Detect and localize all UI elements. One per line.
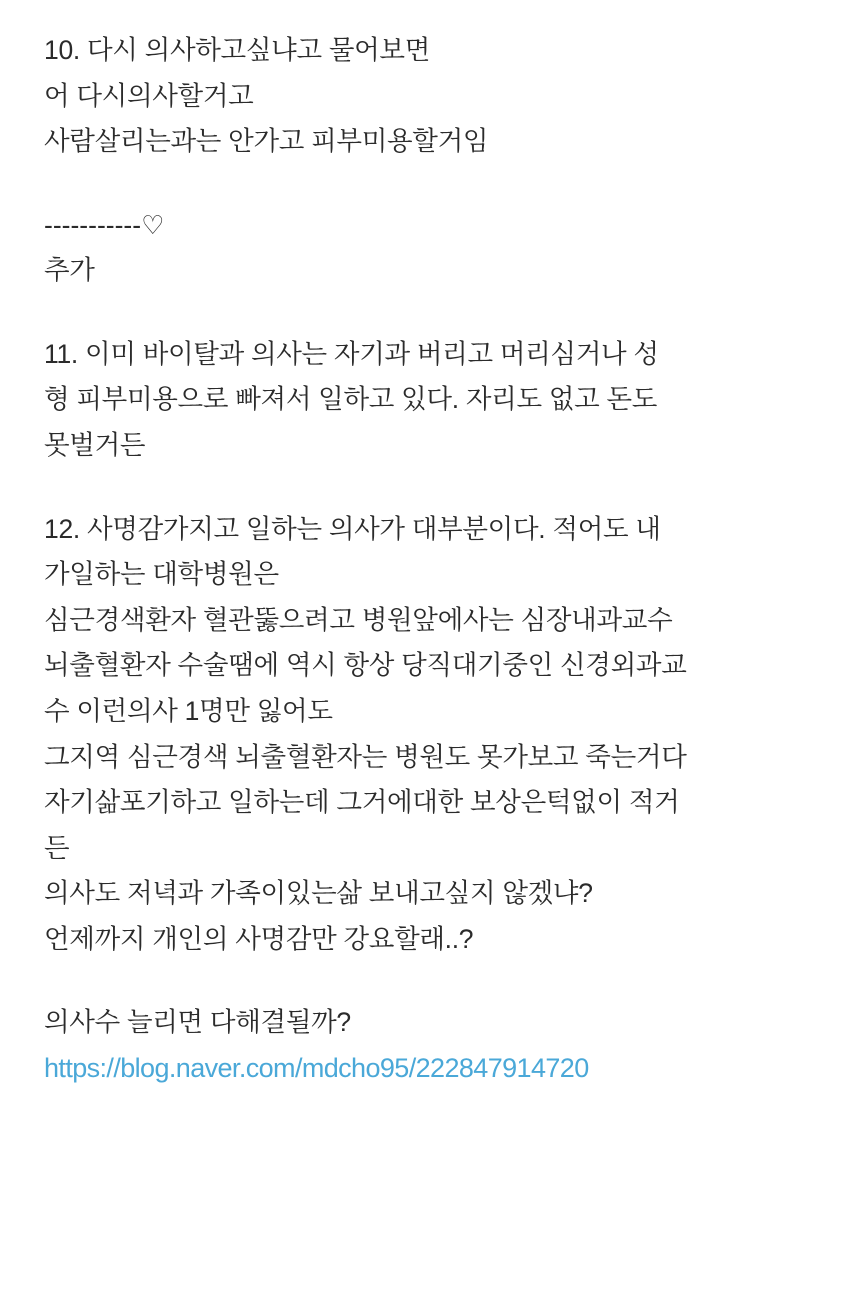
text-line: 의사도 저녁과 가족이있는삶 보내고싶지 않겠냐? xyxy=(44,878,593,909)
text-line: 그지역 심근경색 뇌출혈환자는 병원도 못가보고 죽는거다 xyxy=(44,741,687,772)
section-separator xyxy=(44,203,806,249)
post-body xyxy=(44,28,806,1092)
text-line: 12. 사명감가지고 일하는 의사가 대부분이다. 적어도 내 xyxy=(44,513,661,544)
text-line: 의사수 늘리면 다해결될까? xyxy=(44,1007,351,1038)
text-line: 어 다시의사할거고 xyxy=(44,80,254,111)
text-line: 못벌거든 xyxy=(44,430,146,461)
paragraph-item-12 xyxy=(44,507,806,963)
spacer xyxy=(44,962,806,1000)
text-line: 추가 xyxy=(44,255,95,286)
text-line: 사람살리는과는 안가고 피부미용할거임 xyxy=(44,126,489,157)
spacer xyxy=(44,294,806,332)
text-line: 언제까지 개인의 사명감만 강요할래..? xyxy=(44,923,474,954)
heart-icon: ♡ xyxy=(141,209,165,240)
paragraph-item-11 xyxy=(44,332,806,469)
text-line: 심근경색환자 혈관뚫으려고 병원앞에사는 심장내과교수 xyxy=(44,604,673,635)
blog-link[interactable]: https://blog.naver.com/mdcho95/222847914720 xyxy=(44,1052,589,1083)
paragraph-item-10 xyxy=(44,28,806,165)
paragraph-addendum-label xyxy=(44,248,806,294)
text-line: 수 이런의사 1명만 잃어도 xyxy=(44,695,333,726)
separator-dashes: ----------- xyxy=(44,209,142,240)
text-line: 10. 다시 의사하고싶냐고 물어보면 xyxy=(44,35,431,65)
text-line: 자기삶포기하고 일하는데 그거에대한 보상은턱없이 적거 xyxy=(44,787,680,818)
spacer xyxy=(44,469,806,507)
text-line: 뇌출혈환자 수술땜에 역시 항상 당직대기중인 신경외과교 xyxy=(44,650,687,681)
paragraph-closing-question xyxy=(44,1000,806,1046)
text-line: 형 피부미용으로 빠져서 일하고 있다. 자리도 없고 돈도 xyxy=(44,384,658,415)
text-line: 가일하는 대학병원은 xyxy=(44,559,279,590)
text-line: 11. 이미 바이탈과 의사는 자기과 버리고 머리심거나 성 xyxy=(44,338,659,369)
spacer xyxy=(44,165,806,203)
text-line: 든 xyxy=(44,832,70,863)
